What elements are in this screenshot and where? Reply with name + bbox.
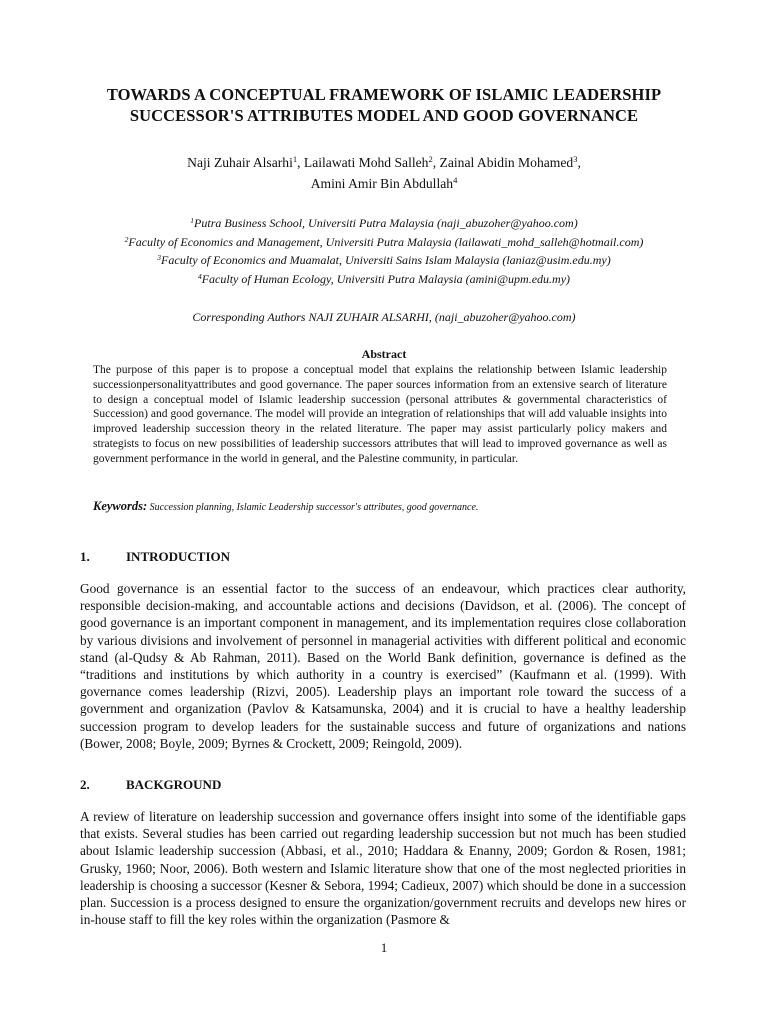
section-title: BACKGROUND <box>126 777 222 792</box>
author-name: Zainal Abidin Mohamed <box>439 155 574 170</box>
author-name: Lailawati Mohd Salleh <box>303 155 429 170</box>
author-line-1 <box>0 152 768 173</box>
title-line-2: SUCCESSOR'S ATTRIBUTES MODEL AND GOOD GOVERNANCE <box>129 106 639 125</box>
abstract-body: The purpose of this paper is to propose a conceptual model that explains the relationship between Islamic leadership successionpersonalityattributes and good governance. The paper sources information from an extensive search of literature to design a conceptual model of Islamic leadership succession (personal attributes & governmental characteristics of Succession) and good governance. The model will provide an integration of relationships that will add valuable insights into improved leadership succession theory in the related literature. The paper may assist particularly policy makers and strategists to focus on new possibilities of leadership successors attributes that will lead to improved governance as well as government performance in the world in general, and the Palestine community, in particular. <box>93 364 667 465</box>
keywords-text: Succession planning, Islamic Leadership successor's attributes, good governance. <box>149 502 479 513</box>
affiliation-marker: 4 <box>197 271 202 281</box>
abstract-heading: Abstract <box>361 347 407 361</box>
affiliation-text: Faculty of Economics and Management, Universiti Putra Malaysia (lailawati_mohd_salleh@hotmail.com) <box>128 234 644 249</box>
author-affil-marker: 4 <box>453 175 458 185</box>
keywords-label: Keywords: <box>93 499 148 513</box>
section-body-background: A review of literature on leadership succession and governance offers insight into some of the identifiable gaps that exists. Several studies has been carried out regarding leadership succession but not much has been studied about Islamic leadership succession (Abbasi, et al., 2010; Haddara & Enanny, 2009; Gordon & Rosen, 1981; Grusky, 1960; Noor, 2006). Both western and Islamic literature show that one of the most neglected priorities in leadership is choosing a successor (Kesner & Sebora, 1994; Cadieux, 2007) which should be done in a succession plan. Succession is a process designed to ensure the organization/government recruits and develops new hires or in-house staff to fill the key roles within the organization (Pasmore & <box>80 809 686 928</box>
affiliation-marker: 2 <box>124 234 129 244</box>
paper-title <box>0 84 768 126</box>
author-affil-marker: 1 <box>292 154 298 164</box>
section-heading-introduction <box>80 549 230 565</box>
section-title: INTRODUCTION <box>126 549 231 564</box>
affiliation-text: Putra Business School, Universiti Putra Malaysia (naji_abuzoher@yahoo.com) <box>194 216 578 230</box>
author-name: Naji Zuhair Alsarhi <box>187 155 293 170</box>
author-name: Amini Amir Bin Abdullah <box>310 176 454 191</box>
affiliation <box>0 270 768 289</box>
affiliation <box>0 214 768 233</box>
author-list <box>0 152 768 194</box>
author-separator: , <box>432 155 440 170</box>
section-number: 1. <box>80 549 90 564</box>
author-separator: , <box>577 155 581 170</box>
section-number: 2. <box>80 777 90 792</box>
author-line-2 <box>0 173 768 194</box>
affiliation-marker: 3 <box>157 253 162 262</box>
section-body-introduction: Good governance is an essential factor to the success of an endeavour, which practices clear authority, responsible decision-making, and accountable actions and decisions (Davidson, et al. (2006). The concept of good governance is an important component in management, and its implementation requires close collaboration by various divisions and involvement of personnel in managerial activities with different political and economic stand (al-Qudsy & Ab Rahman, 2011). Based on the World Bank definition, governance is defined as the “traditions and institutions by which authority in a country is exercised” (Kaufmann et al. (1999). With governance comes leadership (Rizvi, 2005). Leadership plays an important role toward the success of a government and organization (Pavlov & Katsamunska, 2004) and it is crucial to have a healthy leadership succession program to develop leaders for the sustainable success and future of organizations and nations (Bower, 2008; Boyle, 2009; Byrnes & Crockett, 2009; Reingold, 2009). <box>80 581 686 751</box>
keywords <box>93 499 667 514</box>
section-heading-background <box>80 777 221 793</box>
affiliation-list <box>0 214 768 288</box>
affiliation-text: Faculty of Economics and Muamalat, Universiti Sains Islam Malaysia (laniaz@usim.edu.my) <box>161 253 611 267</box>
corresponding-author: Corresponding Authors NAJI ZUHAIR ALSARHI, (naji_abuzoher@yahoo.com) <box>192 310 576 324</box>
affiliation <box>0 233 768 252</box>
affiliation <box>0 251 768 270</box>
title-line-1: TOWARDS A CONCEPTUAL FRAMEWORK OF ISLAMIC LEADERSHIP <box>106 85 662 104</box>
affiliation-text: Faculty of Human Ecology, Universiti Putra Malaysia (amini@upm.edu.my) <box>201 271 571 286</box>
author-separator: , <box>297 155 304 170</box>
page-number: 1 <box>380 940 388 955</box>
author-affil-marker: 3 <box>573 154 578 164</box>
author-affil-marker: 2 <box>428 154 433 164</box>
affiliation-marker: 1 <box>190 216 195 225</box>
